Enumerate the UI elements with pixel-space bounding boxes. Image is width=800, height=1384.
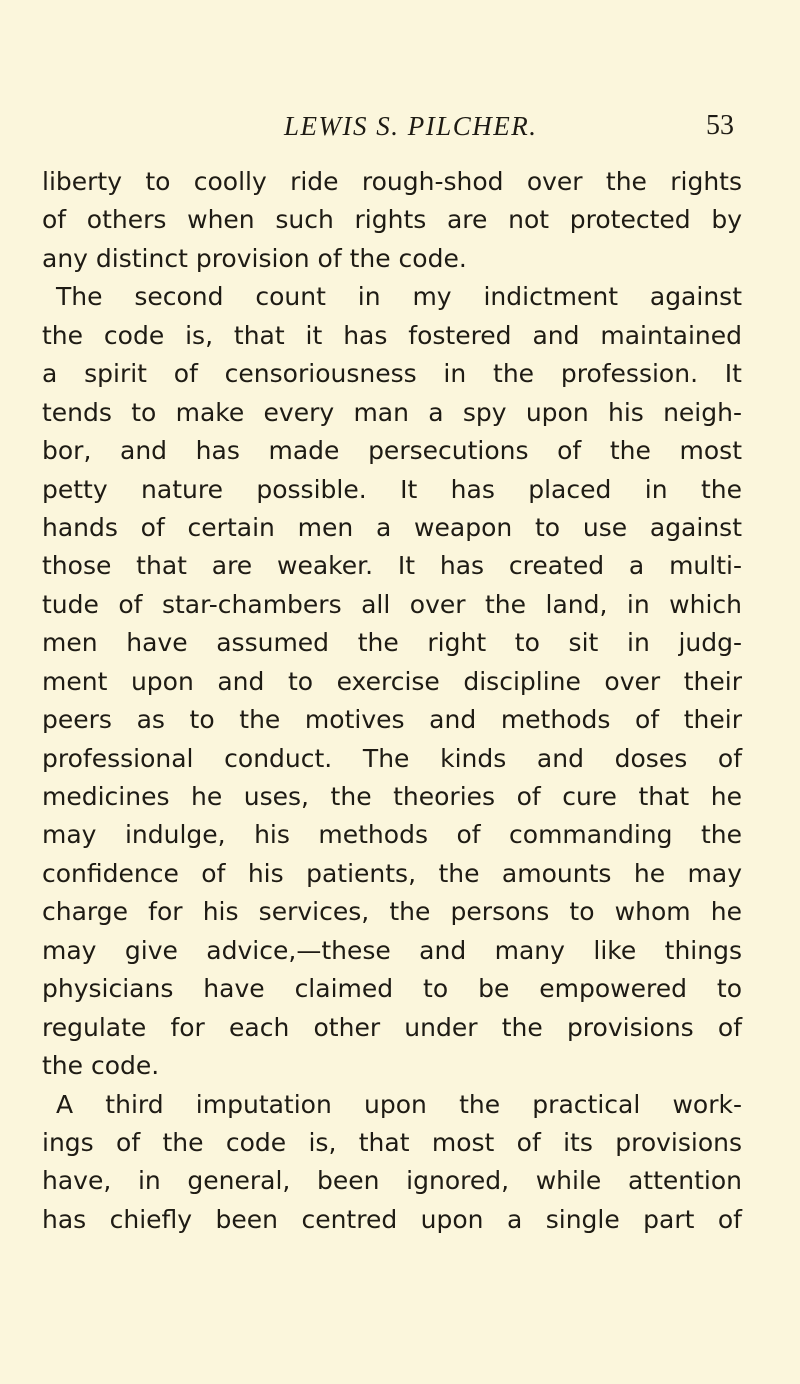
text-line: confidence of his patients, the amounts he may bbox=[42, 858, 742, 888]
text-line: charge for his services, the persons to whom he bbox=[42, 897, 742, 927]
text-line: have, in general, been ignored, while attention bbox=[42, 1166, 742, 1196]
text-line: has chiefly been centred upon a single part of bbox=[42, 1204, 742, 1234]
text-line: a spirit of censoriousness in the profession. It bbox=[42, 359, 742, 389]
text-line: may indulge, his methods of commanding the bbox=[42, 820, 742, 850]
text-line: men have assumed the right to sit in judg- bbox=[42, 628, 742, 658]
text-line: bor, and has made persecutions of the most bbox=[42, 436, 742, 466]
body-text bbox=[42, 163, 742, 1239]
paragraph-start-line: The second count in my indictment against bbox=[56, 282, 742, 312]
text-line: peers as to the motives and methods of their bbox=[42, 705, 742, 735]
text-line: tends to make every man a spy upon his neigh- bbox=[42, 397, 742, 427]
paragraph-start-line: A third imputation upon the practical work- bbox=[56, 1089, 742, 1119]
page-number: 53 bbox=[706, 110, 734, 141]
text-line: physicians have claimed to be empowered to bbox=[42, 974, 742, 1004]
text-line: medicines he uses, the theories of cure that he bbox=[42, 782, 742, 811]
text-line: may give advice,—these and many like things bbox=[42, 935, 742, 965]
text-line: ment upon and to exercise discipline over their bbox=[42, 666, 742, 696]
text-line: regulate for each other under the provisions of bbox=[42, 1012, 742, 1042]
text-line: the code is, that it has fostered and maintained bbox=[42, 320, 742, 350]
text-line: tude of star-chambers all over the land, in which bbox=[42, 589, 742, 619]
text-line: hands of certain men a weapon to use against bbox=[42, 512, 742, 542]
text-line: of others when such rights are not protected by bbox=[42, 205, 742, 235]
text-line: liberty to coolly ride rough-shod over the rights bbox=[42, 167, 742, 196]
text-line: professional conduct. The kinds and doses of bbox=[42, 743, 742, 773]
text-line: any distinct provision of the code. bbox=[42, 243, 467, 273]
running-head bbox=[0, 108, 800, 148]
text-line: petty nature possible. It has placed in the bbox=[42, 474, 742, 504]
text-line: the code. bbox=[42, 1051, 160, 1081]
running-title: LEWIS S. PILCHER. bbox=[284, 111, 538, 141]
text-line: those that are weaker. It has created a multi- bbox=[42, 551, 742, 581]
text-line: ings of the code is, that most of its provisions bbox=[42, 1127, 742, 1157]
